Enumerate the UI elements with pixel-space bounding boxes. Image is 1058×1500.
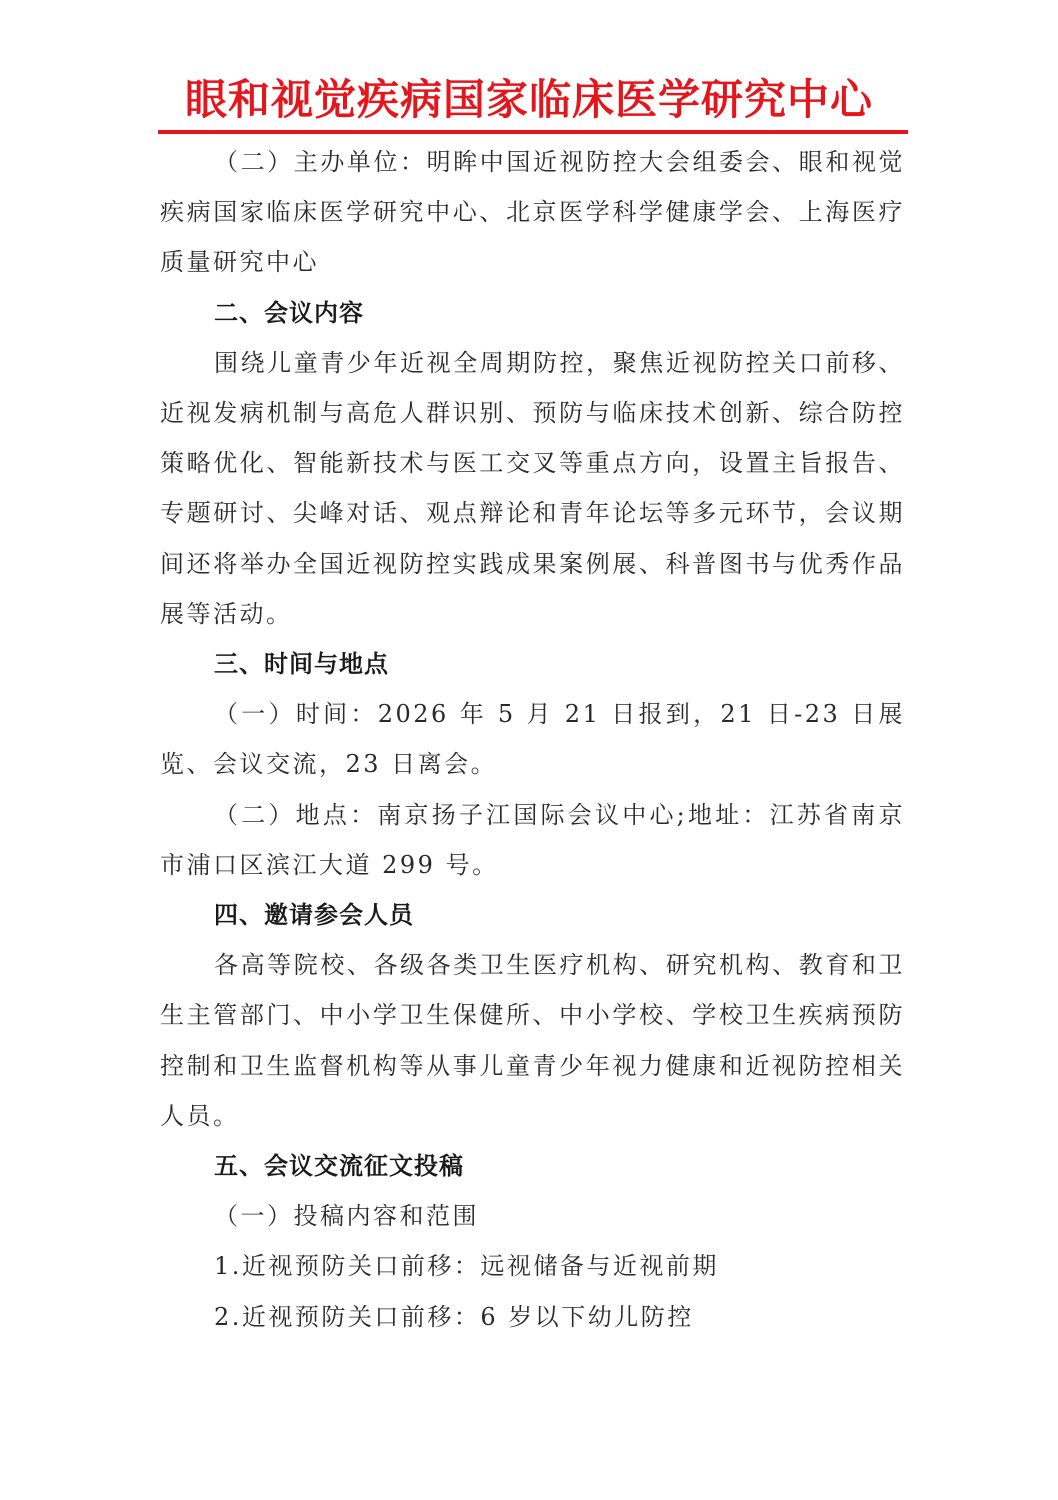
time-paragraph: （一）时间：2026 年 5 月 21 日报到，21 日-23 日展览、会议交流，23 日离会。 [160, 700, 905, 779]
document-body [160, 137, 905, 1342]
place-paragraph: （二）地点：南京扬子江国际会议中心;地址：江苏省南京市浦口区滨江大道 299 号。 [160, 800, 905, 879]
section-heading-content: 二、会议内容 [214, 298, 364, 327]
submission-scope: （一）投稿内容和范围 [214, 1202, 479, 1231]
topic-item-2: 2.近视预防关口前移：6 岁以下幼儿防控 [214, 1302, 694, 1331]
section-heading-time-place: 三、时间与地点 [214, 650, 389, 679]
letterhead-red-rule [158, 130, 908, 134]
content-paragraph: 围绕儿童青少年近视全周期防控，聚焦近视防控关口前移、近视发病机制与高危人群识别、预防与临床技术创新、综合防控策略优化、智能新技术与医工交叉等重点方向，设置主旨报告、专题研讨、尖峰对话、观点辩论和青年论坛等多元环节，会议期间还将举办全国近视防控实践成果案例展、科普图书与优秀作品展等活动。 [160, 348, 905, 628]
topic-item-1: 1.近视预防关口前移：远视储备与近视前期 [214, 1252, 719, 1281]
invitees-paragraph: 各高等院校、各级各类卫生医疗机构、研究机构、教育和卫生主管部门、中小学卫生保健所、中小学校、学校卫生疾病预防控制和卫生监督机构等从事儿童青少年视力健康和近视防控相关人员。 [160, 951, 905, 1130]
section-heading-invitees: 四、邀请参会人员 [214, 901, 414, 930]
section-heading-submission: 五、会议交流征文投稿 [214, 1152, 464, 1181]
letterhead-title: 眼和视觉疾病国家临床医学研究中心 [184, 75, 873, 124]
organizer-paragraph: （二）主办单位：明眸中国近视防控大会组委会、眼和视觉疾病国家临床医学研究中心、北京医学科学健康学会、上海医疗质量研究中心 [160, 148, 905, 277]
